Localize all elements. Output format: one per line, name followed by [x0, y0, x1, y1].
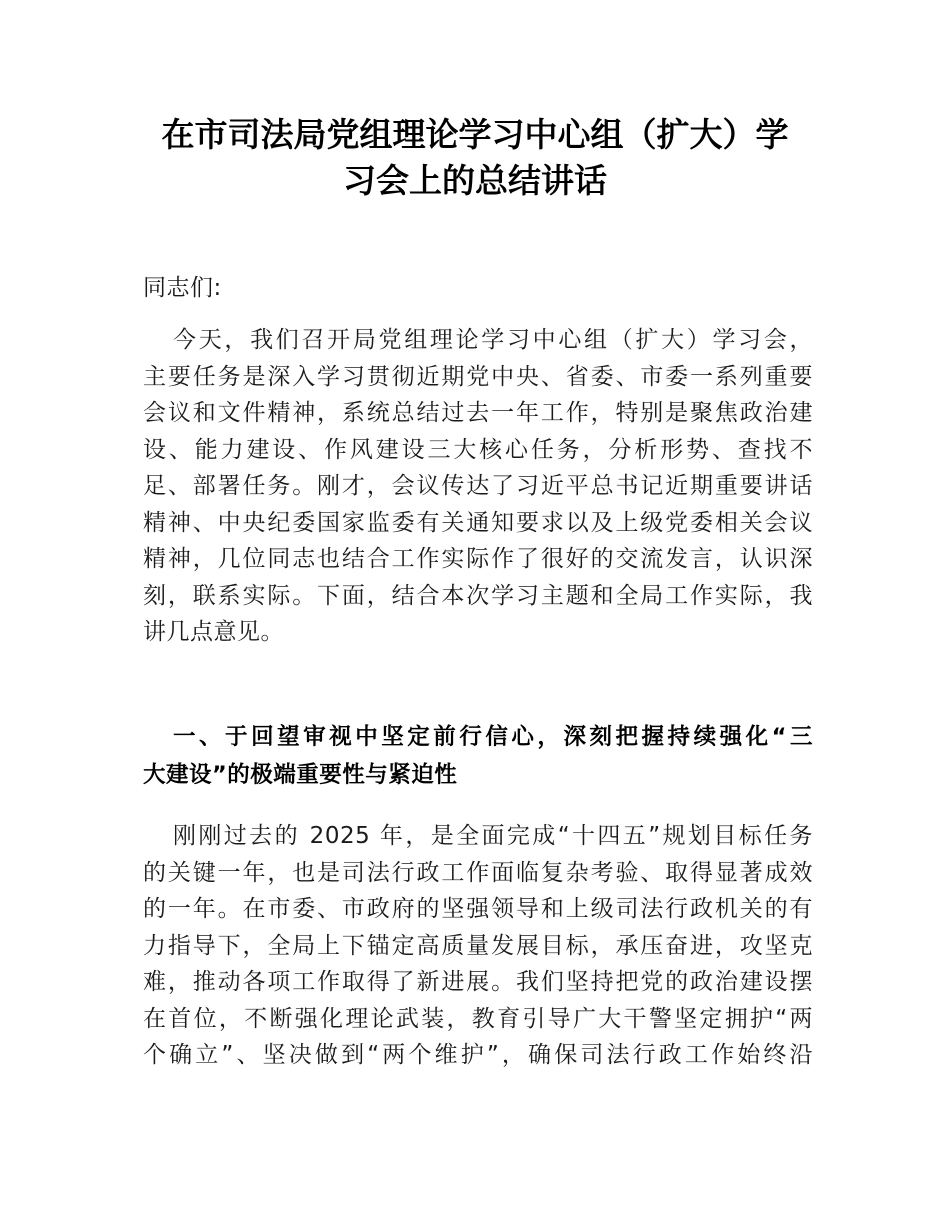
heading-line: 一、于回望审视中坚定前行信心，深刻把握持续强化“三 [173, 724, 813, 750]
paragraph-line: 精神，几位同志也结合工作实际作了很好的交流发言，认识深 [143, 546, 813, 572]
paragraph-line: 的一年。在市委、市政府的坚强领导和上级司法行政机关的有 [143, 896, 813, 922]
paragraph-line: 足、部署任务。刚才，会议传达了习近平总书记近期重要讲话 [143, 473, 813, 499]
paragraph-line: 刚刚过去的 2025 年，是全面完成“十四五”规划目标任务 [173, 823, 813, 849]
paragraph-line: 个确立”、坚决做到“两个维护”，确保司法行政工作始终沿 [143, 1042, 813, 1068]
paragraph-line: 主要任务是深入学习贯彻近期党中央、省委、市委一系列重要 [143, 363, 813, 390]
paragraph-1 [143, 322, 813, 651]
paragraph-line: 会议和文件精神，系统总结过去一年工作，特别是聚焦政治建 [143, 400, 813, 426]
paragraph-2 [143, 818, 813, 1074]
paragraph-line: 力指导下，全局上下锚定高质量发展目标，承压奋进，攻坚克 [143, 932, 813, 959]
paragraph-line: 今天，我们召开局党组理论学习中心组（扩大）学习会， [173, 327, 813, 353]
title-line-1: 在市司法局党组理论学习中心组（扩大）学 [161, 115, 789, 154]
salutation-text: 同志们: [143, 275, 222, 301]
paragraph-line: 讲几点意见。 [143, 619, 284, 645]
document-title [140, 112, 810, 204]
heading-line: 大建设”的极端重要性与紧迫性 [143, 762, 458, 788]
paragraph-line: 的关键一年，也是司法行政工作面临复杂考验、取得显著成效 [143, 859, 813, 886]
title-line-2: 习会上的总结讲话 [343, 161, 607, 200]
salutation [143, 270, 813, 307]
paragraph-line: 在首位，不断强化理论武装，教育引导广大干警坚定拥护“两 [143, 1005, 813, 1032]
paragraph-line: 刻，联系实际。下面，结合本次学习主题和全局工作实际，我 [143, 582, 813, 609]
paragraph-line: 精神、中央纪委国家监委有关通知要求以及上级党委相关会议 [143, 509, 813, 536]
paragraph-line: 设、能力建设、作风建设三大核心任务，分析形势、查找不 [143, 436, 813, 463]
section-1-heading [143, 718, 813, 794]
paragraph-line: 难，推动各项工作取得了新进展。我们坚持把党的政治建设摆 [143, 969, 813, 995]
